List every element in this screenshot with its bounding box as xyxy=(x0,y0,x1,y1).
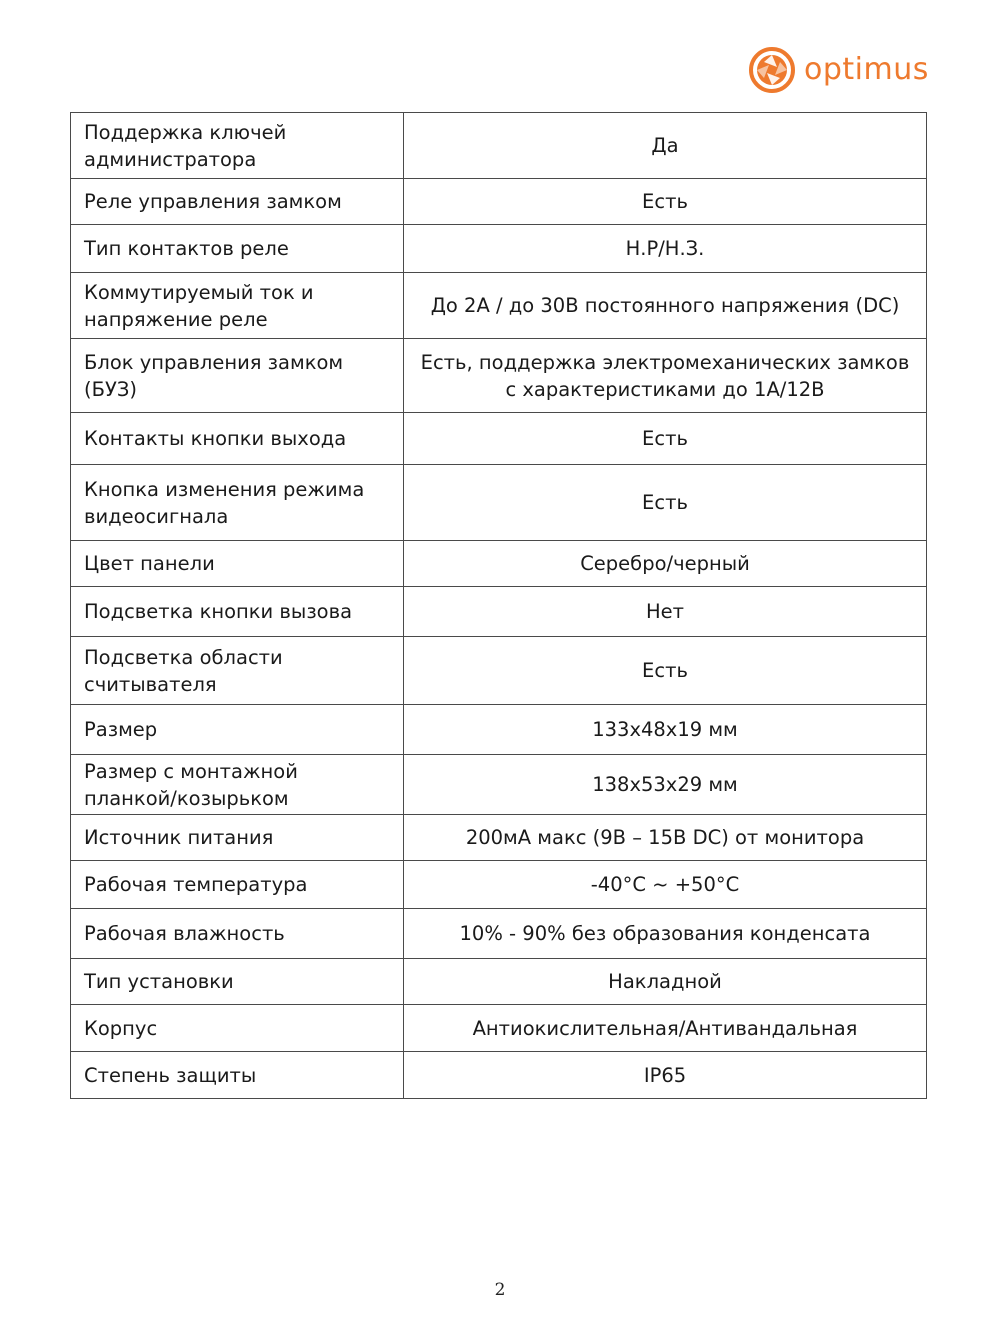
spec-value: Антиокислительная/Антивандальная xyxy=(404,1005,927,1052)
spec-value: Есть xyxy=(404,637,927,705)
table-row xyxy=(71,179,927,225)
spec-value: До 2А / до 30В постоянного напряжения (DC) xyxy=(404,273,927,339)
spec-label: Источник питания xyxy=(71,815,404,861)
table-row xyxy=(71,705,927,755)
spec-label: Поддержка ключей администратора xyxy=(71,113,404,179)
table-row xyxy=(71,273,927,339)
spec-label: Размер с монтажной планкой/козырьком xyxy=(71,755,404,815)
table-row xyxy=(71,339,927,413)
spec-label: Блок управления замком (БУЗ) xyxy=(71,339,404,413)
spec-value: Есть xyxy=(404,465,927,541)
table-row xyxy=(71,1005,927,1052)
table-row xyxy=(71,587,927,637)
brand-name: optimus xyxy=(804,52,929,87)
brand-logo xyxy=(748,44,929,96)
spec-value: 10% - 90% без образования конденсата xyxy=(404,909,927,959)
spec-label: Корпус xyxy=(71,1005,404,1052)
spec-label: Подсветка кнопки вызова xyxy=(71,587,404,637)
table-row xyxy=(71,225,927,273)
spec-value: Нет xyxy=(404,587,927,637)
spec-label: Рабочая влажность xyxy=(71,909,404,959)
spec-label: Тип контактов реле xyxy=(71,225,404,273)
table-row xyxy=(71,959,927,1005)
spec-value: 133x48x19 мм xyxy=(404,705,927,755)
table-row xyxy=(71,909,927,959)
spec-value: Серебро/черный xyxy=(404,541,927,587)
spec-value: Есть xyxy=(404,179,927,225)
spec-value: Накладной xyxy=(404,959,927,1005)
table-row xyxy=(71,815,927,861)
spec-value: Н.Р/Н.З. xyxy=(404,225,927,273)
spec-label: Контакты кнопки выхода xyxy=(71,413,404,465)
spec-label: Размер xyxy=(71,705,404,755)
spec-value: Да xyxy=(404,113,927,179)
spec-value: Есть xyxy=(404,413,927,465)
table-row xyxy=(71,413,927,465)
spec-label: Кнопка изменения режима видеосигнала xyxy=(71,465,404,541)
table-row xyxy=(71,541,927,587)
spec-label: Цвет панели xyxy=(71,541,404,587)
spec-value: IP65 xyxy=(404,1052,927,1099)
table-row xyxy=(71,113,927,179)
spec-value: Есть, поддержка электромеханических замков с характеристиками до 1А/12В xyxy=(404,339,927,413)
optimus-aperture-icon xyxy=(748,46,796,94)
table-row xyxy=(71,637,927,705)
page-number: 2 xyxy=(494,1280,506,1300)
table-row xyxy=(71,861,927,909)
spec-label: Степень защиты xyxy=(71,1052,404,1099)
spec-label: Реле управления замком xyxy=(71,179,404,225)
spec-value: 138x53x29 мм xyxy=(404,755,927,815)
specifications-table xyxy=(70,112,927,1099)
spec-label: Тип установки xyxy=(71,959,404,1005)
table-row xyxy=(71,1052,927,1099)
spec-label: Коммутируемый ток и напряжение реле xyxy=(71,273,404,339)
spec-value: -40°С ~ +50°С xyxy=(404,861,927,909)
spec-label: Подсветка области считывателя xyxy=(71,637,404,705)
spec-label: Рабочая температура xyxy=(71,861,404,909)
table-row xyxy=(71,755,927,815)
table-row xyxy=(71,465,927,541)
spec-value: 200мА макс (9В – 15В DC) от монитора xyxy=(404,815,927,861)
